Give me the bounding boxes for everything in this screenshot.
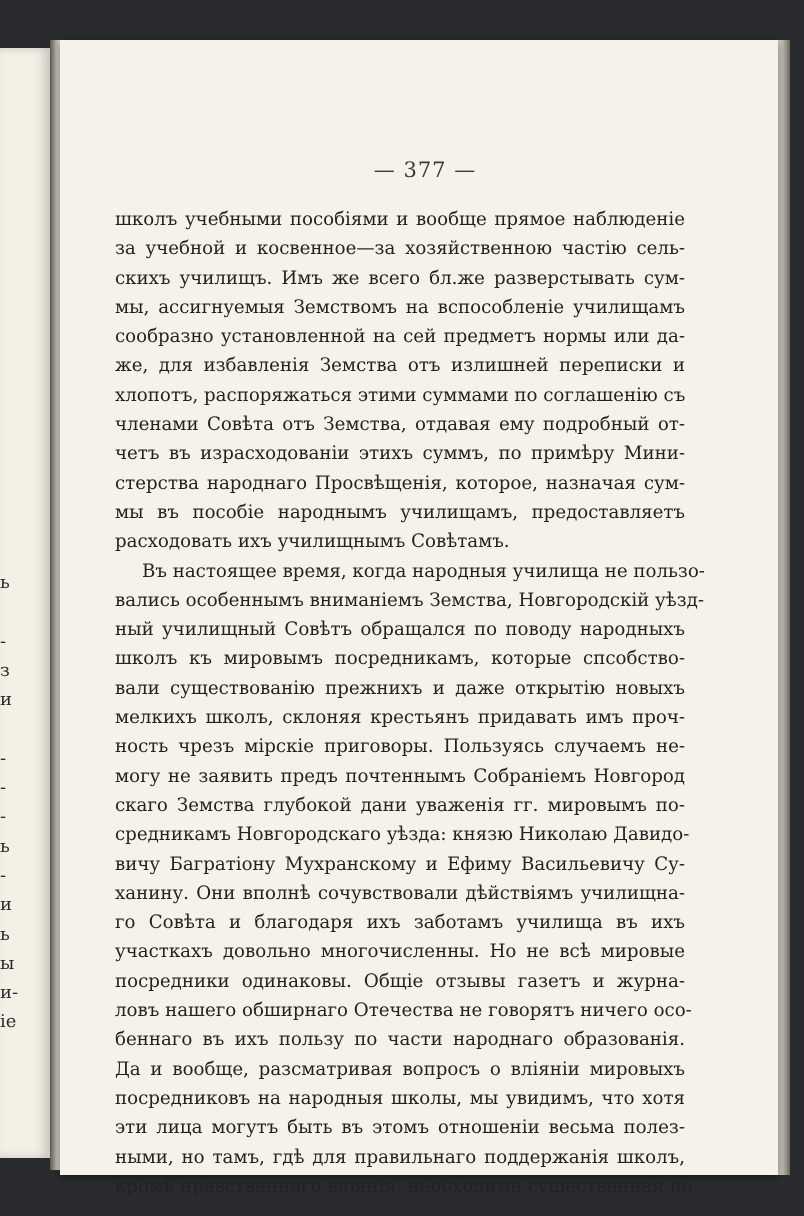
- facing-page-fragment: іе: [0, 1011, 17, 1033]
- facing-page-fragment: -: [0, 630, 7, 652]
- facing-page-fragment: -: [0, 777, 7, 799]
- facing-page: [0, 48, 50, 1158]
- text-line: скихъ училищъ. Имъ же всего бл.же разверстывать сум-: [115, 267, 685, 289]
- text-line: Да и вообще, разсматривая вопросъ о вліяніи мировыхъ: [115, 1058, 685, 1080]
- facing-page-fragment: ь: [0, 835, 10, 857]
- paragraph-1: [115, 205, 685, 557]
- text-line: же, для избавленія Земства отъ излишней переписки и: [115, 355, 685, 377]
- text-line: ными, но тамъ, гдѣ для правильнаго поддержанія школъ,: [115, 1146, 685, 1168]
- text-line: посредники одинаковы. Общіе отзывы газетъ и журна-: [115, 970, 685, 992]
- text-line: сообразно установленной на сей предметъ нормы или да-: [115, 326, 685, 348]
- text-line: школъ учебными пособіями и вообще прямое наблюденіе: [115, 209, 685, 230]
- text-line: скаго Земства глубокой дани уваженія гг. мировымъ по-: [115, 794, 685, 816]
- facing-page-fragment: и: [0, 894, 12, 916]
- text-line: эти лица могутъ быть въ этомъ отношеніи весьма полез-: [115, 1117, 685, 1139]
- body-text: [115, 205, 705, 1201]
- text-line: вичу Багратіону Мухранскому и Ефиму Васильевичу Су-: [115, 853, 685, 875]
- text-line: мелкихъ школъ, склоняя крестьянъ придавать имъ проч-: [115, 707, 685, 729]
- text-line: вали существованію прежнихъ и даже открытію новыхъ: [115, 677, 685, 699]
- facing-page-fragment: [0, 714, 14, 743]
- page-number: — 377 —: [373, 158, 477, 182]
- text-line: могу не заявить предъ почтеннымъ Собраніемъ Новгород: [115, 765, 685, 787]
- facing-page-fragment: -: [0, 864, 7, 886]
- page-edge-stack: [776, 40, 790, 1175]
- facing-page-fragment: -: [0, 806, 7, 828]
- facing-page-fragment: ь: [0, 923, 10, 945]
- text-line: вались особеннымъ вниманіемъ Земства, Новгородскій уѣзд-: [115, 589, 704, 611]
- text-line: средникамъ Новгородскаго уѣзда: князю Николаю Давидо-: [115, 824, 690, 846]
- text-line: мы, ассигнуемыя Земствомъ на вспособленіе училищамъ: [115, 296, 685, 318]
- book-gutter: [50, 40, 60, 1170]
- text-line: членами Совѣта отъ Земства, отдавая ему подробный от-: [115, 414, 685, 436]
- text-line: ханину. Они вполнѣ сочувствовали дѣйствіямъ училищна-: [115, 882, 685, 904]
- text-line: кромѣ нравственнаго вліянія, необходима существенная по-: [115, 1175, 699, 1197]
- facing-page-fragment: ь: [0, 572, 10, 593]
- facing-page-fragment: ы: [0, 952, 15, 974]
- text-line: ловъ нашего обширнаго Отечества не говорятъ ничего осо-: [115, 1000, 692, 1022]
- facing-page-fragment: [0, 597, 14, 626]
- text-line: мы въ пособіе народнымъ училищамъ, предоставляетъ: [115, 501, 685, 523]
- text-line: за учебной и косвенное—за хозяйственною частію сель-: [115, 238, 685, 260]
- text-line: расходовать ихъ училищнымъ Совѣтамъ.: [115, 531, 510, 553]
- text-line: го Совѣта и благодаря ихъ заботамъ училища въ ихъ: [115, 912, 685, 934]
- text-line: хлопотъ, распоряжаться этими суммами по соглашенію съ: [115, 384, 686, 406]
- text-line: беннаго въ ихъ пользу по части народнаго образованія.: [115, 1029, 685, 1051]
- facing-page-fragment: -: [0, 747, 7, 769]
- text-line: школъ къ мировымъ посредникамъ, которые спсобство-: [115, 648, 685, 670]
- text-line: ность чрезъ мірскіе приговоры. Пользуясь случаемъ не-: [115, 736, 685, 758]
- facing-page-fragment: з: [0, 659, 10, 681]
- text-line: стерства народнаго Просвѣщенія, которое, назначая сум-: [115, 472, 685, 494]
- text-line: Въ настоящее время, когда народныя училища не пользо-: [142, 560, 705, 582]
- facing-page-fragment: и: [0, 689, 12, 711]
- text-line: четъ въ израсходованіи этихъ суммъ, по примѣру Мини-: [115, 443, 685, 465]
- text-line: ный училищный Совѣтъ обращался по поводу народныхъ: [115, 619, 685, 641]
- text-line: участкахъ довольно многочисленны. Но не всѣ мировые: [115, 941, 685, 963]
- facing-page-fragment: и-: [0, 982, 19, 1004]
- text-line: посредниковъ на народныя школы, мы увидимъ, что хотя: [115, 1087, 685, 1109]
- book-page: [60, 40, 778, 1197]
- facing-page-text-fragments: [0, 568, 19, 1037]
- paragraph-2: [115, 557, 705, 1202]
